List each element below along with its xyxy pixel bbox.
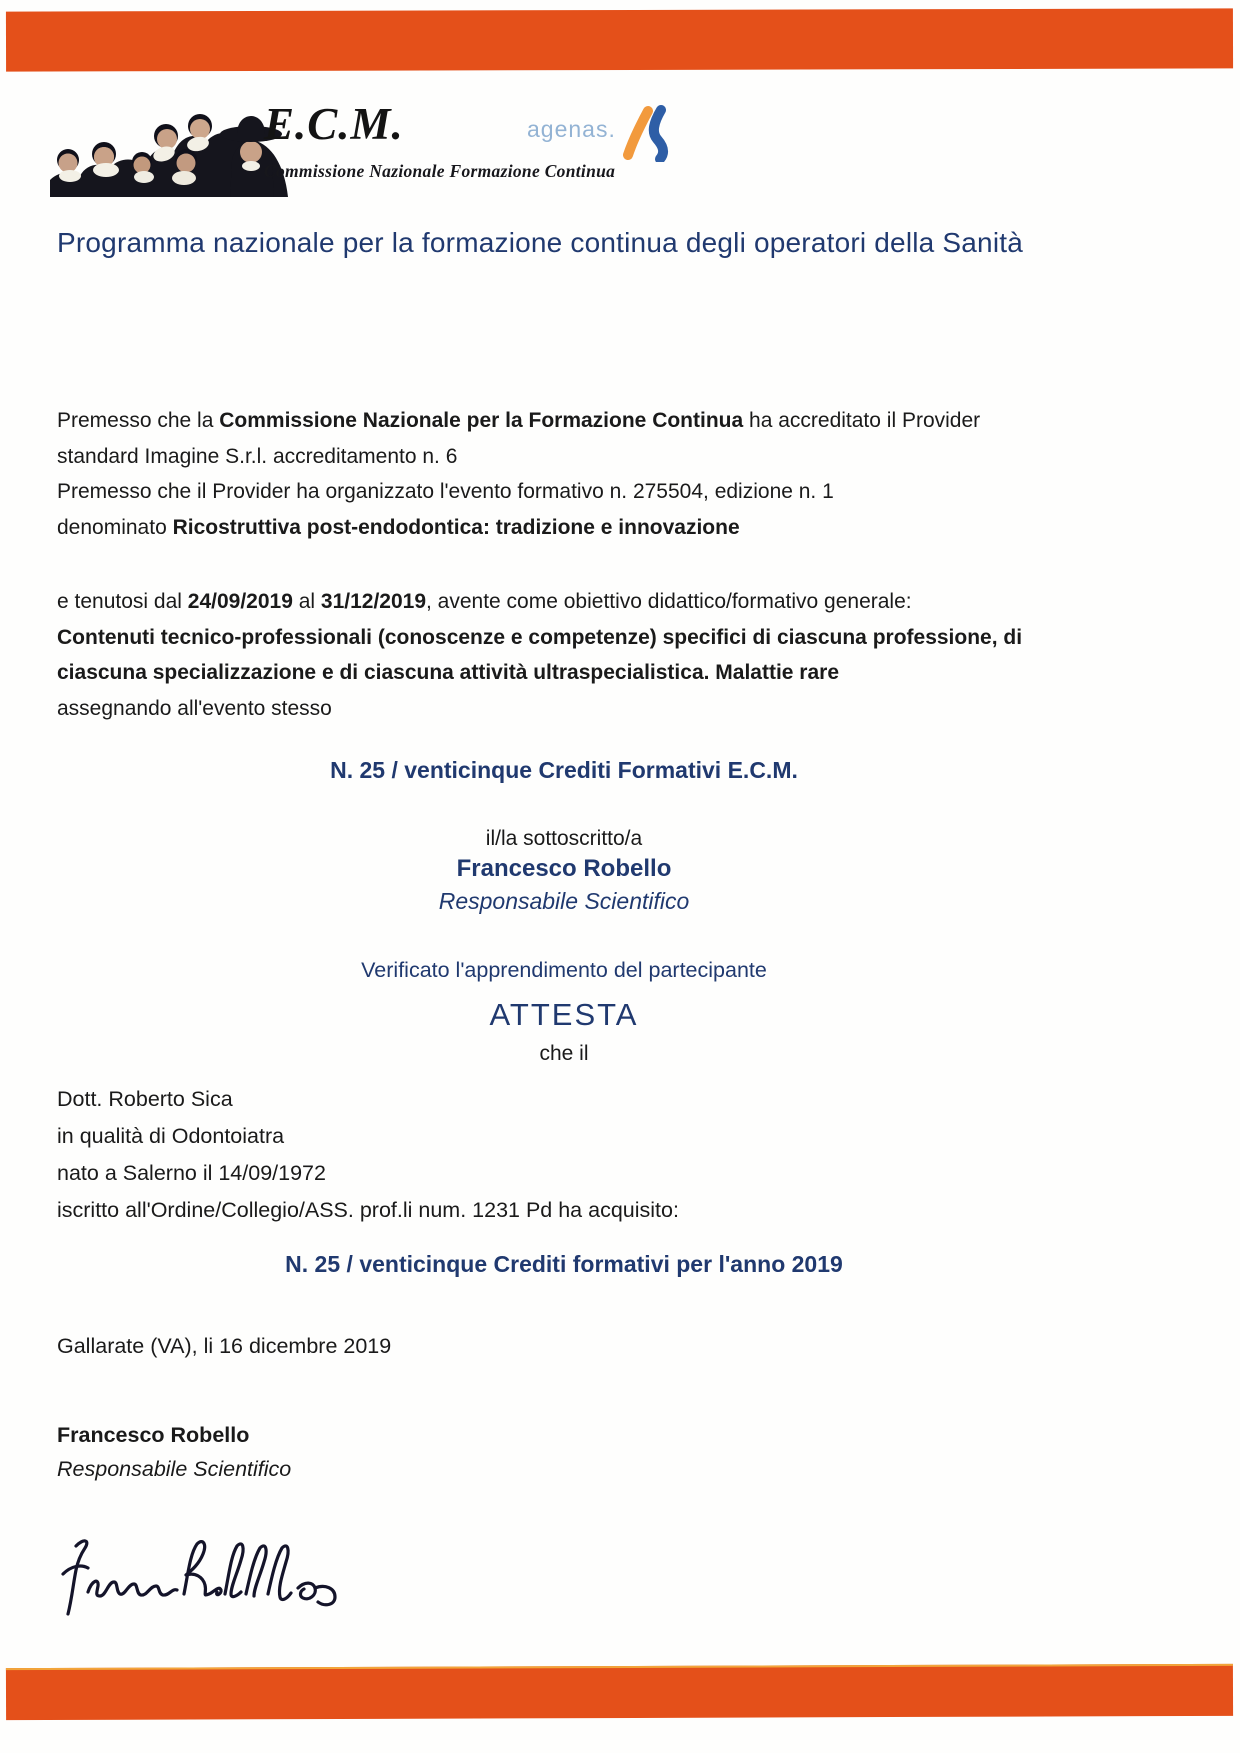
event-period-text: e tenutosi dal	[57, 590, 188, 613]
premise-paragraph	[57, 403, 1107, 545]
handwritten-signature-icon	[58, 1530, 368, 1635]
premise-text: Premesso che la	[57, 409, 220, 432]
objective-line-1: Contenuti tecnico-professionali (conoscenze e competenze) specifici di ciascuna professione, di	[57, 625, 1023, 649]
undersigned-name: Francesco Robello	[456, 855, 672, 882]
event-period-line-1	[57, 584, 1107, 620]
event-end-date: 31/12/2019	[320, 590, 426, 613]
bottom-orange-band	[6, 1664, 1233, 1720]
objective-line-2: ciascuna specializzazione e di ciascuna attività ultraspecialistica. Malattie rare	[57, 661, 840, 684]
assigning-line: assegnando all'evento stesso	[57, 696, 332, 720]
participant-birth: nato a Salerno il 14/09/1972	[57, 1161, 326, 1185]
event-period-text: al	[292, 590, 321, 613]
agenas-logo-mark-icon	[620, 104, 672, 167]
participant-quality: in qualità di Odontoiatra	[57, 1124, 285, 1148]
signatory-name: Francesco Robello	[57, 1423, 250, 1447]
premise-text: denominato	[57, 515, 173, 539]
ecm-painting-icon	[46, 100, 298, 203]
ecm-credits-line: N. 25 / venticinque Crediti Formativi E.C.M.	[330, 757, 798, 783]
premise-line-2: standard Imagine S.r.l. accreditamento n. 6	[57, 444, 458, 468]
year-credits-line: N. 25 / venticinque Crediti formativi per l'anno 2019	[285, 1251, 843, 1277]
premise-line-3: Premesso che il Provider ha organizzato l'evento formativo n. 275504, edizione n. 1	[57, 480, 834, 503]
top-orange-band	[6, 8, 1233, 71]
ecm-logo-subtitle: Commissione Nazionale Formazione Continua	[264, 161, 616, 181]
place-date-line: Gallarate (VA), li 16 dicembre 2019	[57, 1334, 392, 1358]
attesta-heading: ATTESTA	[489, 997, 639, 1032]
event-period-text: , avente come obiettivo didattico/formativo generale:	[426, 590, 912, 613]
ecm-logo-title: E.C.M.	[264, 99, 404, 149]
premise-line-1	[57, 403, 1107, 439]
page-title: Programma nazionale per la formazione continua degli operatori della Sanità	[57, 227, 1024, 258]
premise-text: ha accreditato il Provider	[743, 409, 981, 432]
participant-registration: iscritto all'Ordine/Collegio/ASS. prof.li num. 1231 Pd ha acquisito:	[57, 1198, 679, 1222]
undersigned-role: Responsabile Scientifico	[438, 888, 690, 914]
commission-name: Commissione Nazionale per la Formazione Continua	[219, 409, 744, 432]
undersigned-label: il/la sottoscritto/a	[485, 827, 643, 850]
group-portrait-painting-icon	[46, 100, 298, 198]
signatory-role: Responsabile Scientifico	[57, 1457, 292, 1481]
verification-line: Verificato l'apprendimento del partecipante	[361, 958, 767, 982]
participant-name: Dott. Roberto Sica	[57, 1087, 233, 1111]
participant-block	[57, 1081, 1107, 1229]
agenas-label: agenas.	[527, 116, 616, 142]
agenas-logo	[527, 104, 672, 167]
premise-line-4	[57, 510, 1107, 546]
che-il-line: che il	[539, 1042, 589, 1065]
event-period-paragraph	[57, 584, 1107, 726]
event-title: Ricostruttiva post-endodontica: tradizione e innovazione	[172, 515, 740, 539]
event-start-date: 24/09/2019	[187, 590, 293, 613]
